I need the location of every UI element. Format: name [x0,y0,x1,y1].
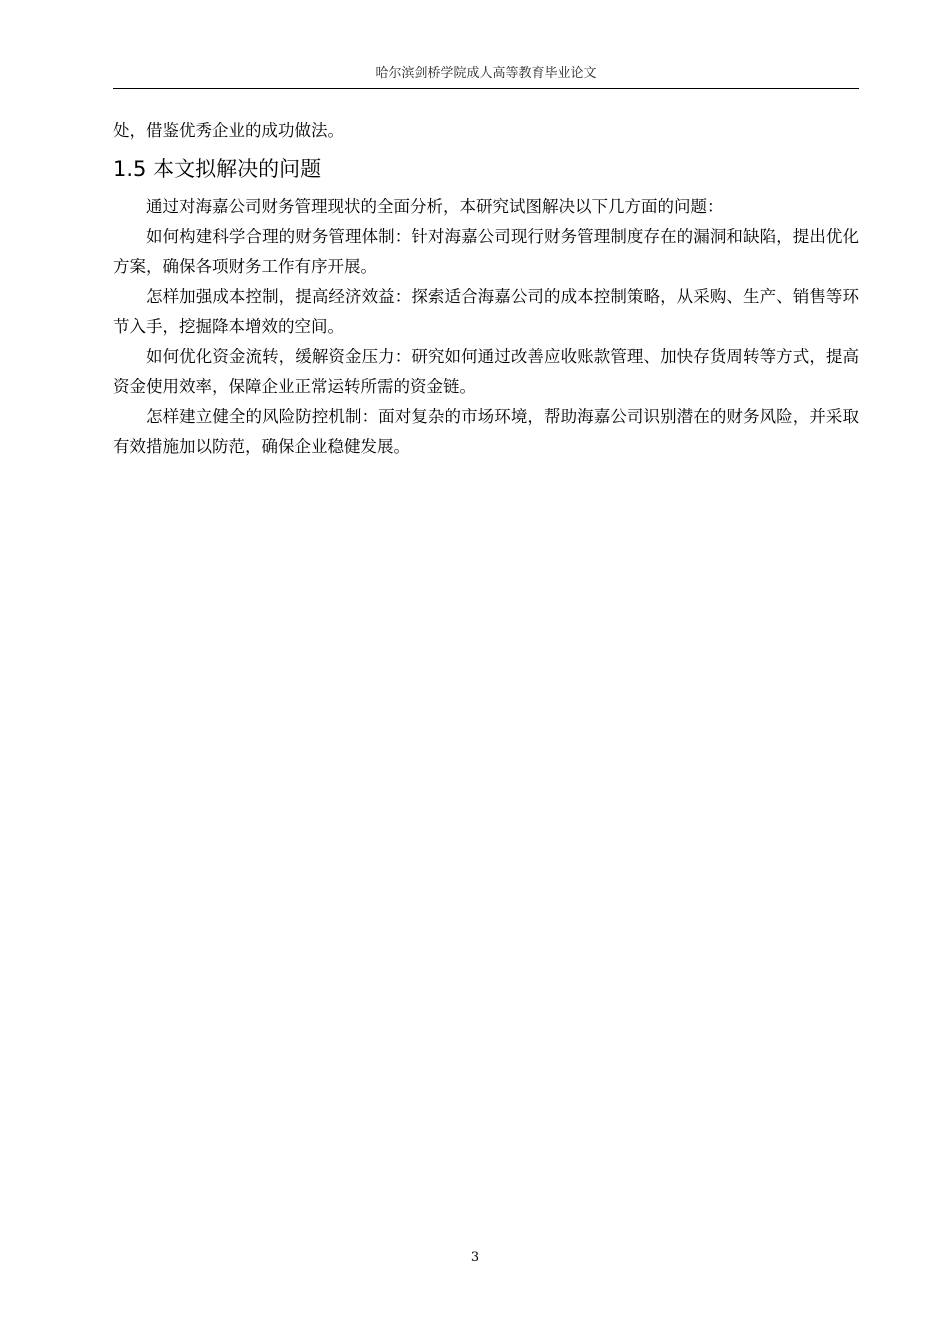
section-heading: 1.5 本文拟解决的问题 [113,157,322,181]
continuation-paragraph: 处，借鉴优秀企业的成功做法。 [113,121,344,140]
page-header [113,64,859,89]
page-number: 3 [470,1250,480,1265]
intro-paragraph: 通过对海嘉公司财务管理现状的全面分析，本研究试图解决以下几方面的问题： [146,197,724,216]
page-content [113,116,859,462]
point-paragraph-1: 如何构建科学合理的财务管理体制：针对海嘉公司现行财务管理制度存在的漏洞和缺陷，提出优化方案，确保各项财务工作有序开展。 [113,227,859,276]
point-paragraph-4: 怎样建立健全的风险防控机制：面对复杂的市场环境，帮助海嘉公司识别潜在的财务风险，并采取有效措施加以防范，确保企业稳健发展。 [113,407,859,456]
point-paragraph-3: 如何优化资金流转，缓解资金压力：研究如何通过改善应收账款管理、加快存货周转等方式，提高资金使用效率，保障企业正常运转所需的资金链。 [113,347,859,396]
point-paragraph-2: 怎样加强成本控制，提高经济效益：探索适合海嘉公司的成本控制策略，从采购、生产、销售等环节入手，挖掘降本增效的空间。 [113,287,859,336]
header-title: 哈尔滨剑桥学院成人高等教育毕业论文 [375,66,597,81]
